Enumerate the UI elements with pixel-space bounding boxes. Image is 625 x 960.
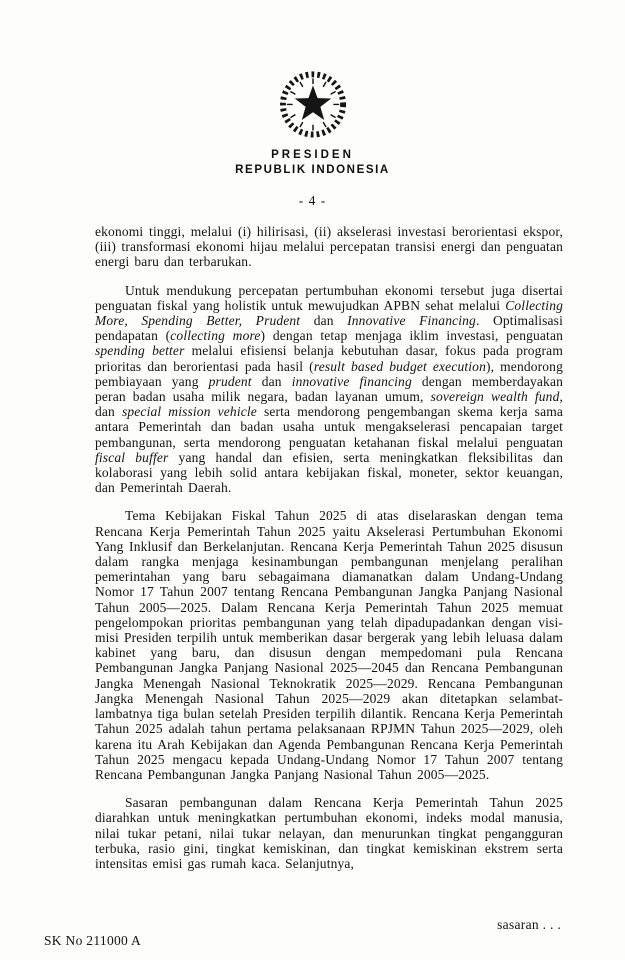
- org-name-line1: PRESIDEN: [271, 149, 354, 161]
- emblem-container: [0, 66, 625, 142]
- paragraph-rkp-theme: Tema Kebijakan Fiskal Tahun 2025 di atas diselaraskan dengan tema Rencana Kerja Pemerintah Tahun 2025 yaitu Akselerasi Pertumbuhan Ekonomi Yang Inklusif dan Berkelanjutan. Rencana Kerja Pemerintah Tahun 2025 disusun dalam rangka menjaga kesinambungan pembangunan menjelang peralihan pemerintahan yang baru sebagaimana diamanatkan dalam Undang-Undang Nomor 17 Tahun 2007 tentang Rencana Pembangunan Jangka Panjang Nasional Tahun 2005—2025. Dalam Rencana Kerja Pemerintah Tahun 2025 memuat pengelompokan prioritas pembangunan yang telah dipadupadankan dengan visi-misi Presiden terpilih untuk memberikan dasar bergerak yang lebih leluasa dalam kabinet yang baru, dan disusun dengan mempedomani pula Rencana Pembangunan Jangka Panjang Nasional 2025—2045 dan Rencana Pembangunan Jangka Menengah Nasional Teknokratik 2025—2029. Rencana Pembangunan Jangka Menengah Nasional Tahun 2025—2029 akan ditetapkan selambat-lambatnya tiga bulan setelah Presiden terpilih dilantik. Rencana Kerja Pemerintah Tahun 2025 adalah tahun pertama pelaksanaan RPJMN Tahun 2025—2029, oleh karena itu Arah Kebijakan dan Agenda Pembangunan Rencana Kerja Pemerintah Tahun 2025 mengacu kepada Undang-Undang Nomor 17 Tahun 2007 tentang Rencana Pembangunan Jangka Panjang Nasional Tahun 2005—2025.: [95, 508, 564, 782]
- catchword: sasaran . . .: [497, 917, 561, 932]
- paragraph-continuation: ekonomi tinggi, melalui (i) hilirisasi, (ii) akselerasi investasi berorientasi ekspor, (iii) transformasi ekonomi hijau melalui percepatan transisi energi dan penguatan energi baru dan terbarukan.: [95, 224, 563, 270]
- document-number: SK No 211000 A: [44, 933, 142, 948]
- org-name-line2: REPUBLIK INDONESIA: [235, 164, 390, 176]
- paragraph-development-targets: Sasaran pembangunan dalam Rencana Kerja Pemerintah Tahun 2025 diarahkan untuk meningkatkan pertumbuhan ekonomi, indeks modal manusia, nilai tukar petani, nilai tukar nelayan, dan menurunkan tingkat pengangguran terbuka, rasio gini, tingkat kemiskinan, dan tingkat kemiskinan ekstrem serta intensitas emisi gas rumah kaca. Selanjutnya,: [95, 795, 563, 871]
- paragraph-fiscal-support: Untuk mendukung percepatan pertumbuhan ekonomi tersebut juga disertai penguatan fiskal yang holistik untuk mewujudkan APBN sehat melalui Collecting More, Spending Better, Prudent dan Innovative Financing. Optimalisasi pendapatan (collecting more) dengan tetap menjaga iklim investasi, penguatan spending better melalui efisiensi belanja kebutuhan dasar, fokus pada program prioritas dan berorientasi pada hasil (result based budget execution), mendorong pembiayaan yang prudent dan innovative financing dengan memberdayakan peran badan usaha milik negara, badan layanan umum, sovereign wealth fund, dan special mission vehicle serta mendorong pengembangan skema kerja sama antara Pemerintah dan badan usaha untuk mengakselerasi pencapaian target pembangunan, serta mendorong penguatan ketahanan fiskal melalui penguatan fiscal buffer yang handal dan efisien, serta meningkatkan fleksibilitas dan kolaborasi yang lebih solid antara kebijakan fiskal, moneter, sektor keuangan, dan Pemerintah Daerah.: [95, 282, 564, 496]
- presidential-seal-icon: [272, 66, 354, 142]
- page-number: - 4 -: [298, 193, 327, 208]
- document-body: [95, 224, 563, 871]
- letterhead: [0, 0, 625, 209]
